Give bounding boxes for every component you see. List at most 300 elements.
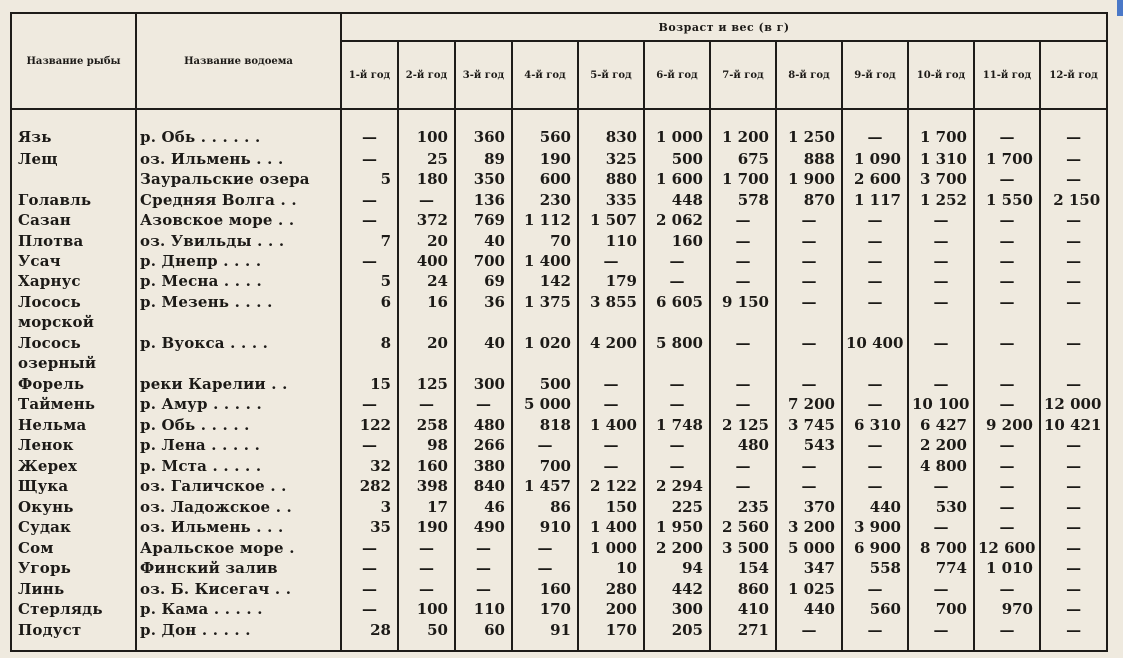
- water-name-cell: р. Мста . . . . .: [136, 456, 341, 476]
- weight-cell-age-4: 91: [512, 620, 578, 651]
- weight-cell-age-1: —: [341, 211, 398, 231]
- weight-cell-age-2: 24: [398, 272, 455, 292]
- weight-cell-age-7: 860: [710, 579, 776, 599]
- weight-cell-age-7: 578: [710, 190, 776, 210]
- weight-cell-age-12: —: [1040, 620, 1107, 651]
- weight-cell-age-2: 125: [398, 374, 455, 394]
- fish-name-cell: озерный: [11, 354, 136, 374]
- water-name-cell: Зауральские озера: [136, 170, 341, 190]
- weight-cell-age-2: 16: [398, 293, 455, 313]
- weight-cell-age-3: —: [455, 579, 512, 599]
- weight-cell-age-11: —: [974, 579, 1040, 599]
- weight-cell-age-6: 1 000: [644, 109, 710, 149]
- weight-cell-age-1: —: [341, 395, 398, 415]
- weight-cell-age-1: —: [341, 579, 398, 599]
- weight-cell-age-3: 480: [455, 415, 512, 435]
- header-age-6: 6-й год: [644, 41, 710, 109]
- weight-cell-age-7: 3 500: [710, 538, 776, 558]
- weight-cell-age-1: —: [341, 436, 398, 456]
- weight-cell-age-10: 4 800: [908, 456, 974, 476]
- weight-cell-age-1: 5: [341, 272, 398, 292]
- weight-cell-age-6: 500: [644, 149, 710, 169]
- weight-cell-age-8: —: [776, 333, 842, 353]
- table-row: [11, 272, 1107, 292]
- water-name-cell: Финский залив: [136, 559, 341, 579]
- weight-cell-age-12: —: [1040, 559, 1107, 579]
- water-name-cell: р. Вуокса . . . .: [136, 333, 341, 353]
- table-row: [11, 313, 1107, 333]
- weight-cell-age-3: 769: [455, 211, 512, 231]
- water-name-cell: р. Дон . . . . .: [136, 620, 341, 651]
- weight-cell-age-12: —: [1040, 538, 1107, 558]
- water-name-cell: оз. Галичское . .: [136, 477, 341, 497]
- weight-cell-age-3: 136: [455, 190, 512, 210]
- weight-cell-age-9: —: [842, 272, 908, 292]
- header-age-1: 1-й год: [341, 41, 398, 109]
- table-row: [11, 518, 1107, 538]
- weight-cell-age-6: 2 294: [644, 477, 710, 497]
- weight-cell-age-4: 170: [512, 600, 578, 620]
- weight-cell-age-4: 86: [512, 497, 578, 517]
- weight-cell-age-12: —: [1040, 477, 1107, 497]
- fish-name-cell: Лосось: [11, 333, 136, 353]
- weight-cell-age-12: —: [1040, 456, 1107, 476]
- weight-cell-age-9: 1 117: [842, 190, 908, 210]
- weight-cell-age-4: 1 112: [512, 211, 578, 231]
- table-row: [11, 620, 1107, 651]
- weight-cell-age-11: [974, 313, 1040, 333]
- fish-name-cell: Голавль: [11, 190, 136, 210]
- weight-cell-age-8: [776, 313, 842, 333]
- fish-name-cell: Угорь: [11, 559, 136, 579]
- fish-name-cell: Язь: [11, 109, 136, 149]
- weight-cell-age-6: 2 062: [644, 211, 710, 231]
- weight-cell-age-11: —: [974, 518, 1040, 538]
- weight-cell-age-9: [842, 354, 908, 374]
- weight-cell-age-6: 1 600: [644, 170, 710, 190]
- weight-cell-age-1: 5: [341, 170, 398, 190]
- fish-name-cell: [11, 170, 136, 190]
- weight-cell-age-12: —: [1040, 252, 1107, 272]
- weight-cell-age-9: 2 600: [842, 170, 908, 190]
- weight-cell-age-2: 372: [398, 211, 455, 231]
- weight-cell-age-11: —: [974, 374, 1040, 394]
- weight-cell-age-5: 110: [578, 231, 644, 251]
- weight-cell-age-10: [908, 313, 974, 333]
- weight-cell-age-3: 110: [455, 600, 512, 620]
- weight-cell-age-2: 160: [398, 456, 455, 476]
- header-age-12: 12-й год: [1040, 41, 1107, 109]
- weight-cell-age-11: [974, 354, 1040, 374]
- weight-cell-age-7: [710, 354, 776, 374]
- table-row: [11, 456, 1107, 476]
- weight-cell-age-2: 100: [398, 109, 455, 149]
- weight-cell-age-6: —: [644, 374, 710, 394]
- weight-cell-age-8: 1 025: [776, 579, 842, 599]
- weight-cell-age-8: 1 250: [776, 109, 842, 149]
- header-age-10: 10-й год: [908, 41, 974, 109]
- weight-cell-age-8: 3 200: [776, 518, 842, 538]
- weight-cell-age-11: —: [974, 620, 1040, 651]
- fish-name-cell: Харнус: [11, 272, 136, 292]
- fish-name-cell: Стерлядь: [11, 600, 136, 620]
- weight-cell-age-5: 10: [578, 559, 644, 579]
- weight-cell-age-5: —: [578, 436, 644, 456]
- weight-cell-age-12: —: [1040, 497, 1107, 517]
- weight-cell-age-3: —: [455, 538, 512, 558]
- weight-cell-age-2: 50: [398, 620, 455, 651]
- water-name-cell: р. Мезень . . . .: [136, 293, 341, 313]
- weight-cell-age-3: [455, 354, 512, 374]
- fish-name-cell: Нельма: [11, 415, 136, 435]
- weight-cell-age-9: 6 310: [842, 415, 908, 435]
- weight-cell-age-2: —: [398, 190, 455, 210]
- water-name-cell: р. Обь . . . . .: [136, 415, 341, 435]
- header-age-4: 4-й год: [512, 41, 578, 109]
- weight-cell-age-8: —: [776, 477, 842, 497]
- weight-cell-age-2: [398, 354, 455, 374]
- weight-cell-age-7: —: [710, 456, 776, 476]
- weight-cell-age-11: —: [974, 395, 1040, 415]
- weight-cell-age-11: —: [974, 456, 1040, 476]
- weight-cell-age-10: —: [908, 620, 974, 651]
- weight-cell-age-1: 15: [341, 374, 398, 394]
- weight-cell-age-12: —: [1040, 109, 1107, 149]
- weight-cell-age-12: —: [1040, 579, 1107, 599]
- weight-cell-age-12: —: [1040, 170, 1107, 190]
- weight-cell-age-6: 225: [644, 497, 710, 517]
- weight-cell-age-6: 2 200: [644, 538, 710, 558]
- weight-cell-age-12: —: [1040, 149, 1107, 169]
- weight-cell-age-3: [455, 313, 512, 333]
- weight-cell-age-11: —: [974, 477, 1040, 497]
- table-row: [11, 374, 1107, 394]
- weight-cell-age-3: 40: [455, 231, 512, 251]
- weight-cell-age-6: [644, 313, 710, 333]
- weight-cell-age-3: 350: [455, 170, 512, 190]
- water-name-cell: р. Амур . . . . .: [136, 395, 341, 415]
- weight-cell-age-2: 400: [398, 252, 455, 272]
- weight-cell-age-5: 179: [578, 272, 644, 292]
- weight-cell-age-6: 205: [644, 620, 710, 651]
- weight-cell-age-1: [341, 313, 398, 333]
- weight-cell-age-11: 970: [974, 600, 1040, 620]
- table-row: [11, 252, 1107, 272]
- weight-cell-age-2: 20: [398, 231, 455, 251]
- weight-cell-age-7: 675: [710, 149, 776, 169]
- weight-cell-age-6: 1 950: [644, 518, 710, 538]
- weight-cell-age-2: 100: [398, 600, 455, 620]
- weight-cell-age-1: [341, 354, 398, 374]
- weight-cell-age-1: 28: [341, 620, 398, 651]
- weight-cell-age-10: —: [908, 333, 974, 353]
- weight-cell-age-12: —: [1040, 518, 1107, 538]
- weight-cell-age-1: 3: [341, 497, 398, 517]
- weight-cell-age-8: 370: [776, 497, 842, 517]
- table-row: [11, 395, 1107, 415]
- weight-cell-age-11: —: [974, 333, 1040, 353]
- weight-cell-age-4: 700: [512, 456, 578, 476]
- weight-cell-age-9: —: [842, 477, 908, 497]
- weight-cell-age-2: 17: [398, 497, 455, 517]
- water-name-cell: р. Кама . . . . .: [136, 600, 341, 620]
- weight-cell-age-1: 7: [341, 231, 398, 251]
- weight-cell-age-11: 9 200: [974, 415, 1040, 435]
- weight-cell-age-3: 300: [455, 374, 512, 394]
- weight-cell-age-3: 700: [455, 252, 512, 272]
- weight-cell-age-5: 1 000: [578, 538, 644, 558]
- table-row: [11, 211, 1107, 231]
- weight-cell-age-2: 98: [398, 436, 455, 456]
- table-row: [11, 477, 1107, 497]
- water-name-cell: Азовское море . .: [136, 211, 341, 231]
- fish-name-cell: Плотва: [11, 231, 136, 251]
- header-age-3: 3-й год: [455, 41, 512, 109]
- weight-cell-age-1: 282: [341, 477, 398, 497]
- weight-cell-age-6: 160: [644, 231, 710, 251]
- weight-cell-age-3: 60: [455, 620, 512, 651]
- weight-cell-age-7: 410: [710, 600, 776, 620]
- fish-name-cell: Щука: [11, 477, 136, 497]
- weight-cell-age-9: [842, 313, 908, 333]
- weight-cell-age-7: 235: [710, 497, 776, 517]
- table-row: [11, 559, 1107, 579]
- weight-cell-age-2: 190: [398, 518, 455, 538]
- weight-cell-age-11: 12 600: [974, 538, 1040, 558]
- weight-cell-age-5: 1 400: [578, 415, 644, 435]
- weight-cell-age-10: 1 700: [908, 109, 974, 149]
- weight-cell-age-4: 500: [512, 374, 578, 394]
- weight-cell-age-3: 69: [455, 272, 512, 292]
- weight-cell-age-10: —: [908, 231, 974, 251]
- weight-cell-age-10: 8 700: [908, 538, 974, 558]
- weight-cell-age-3: 490: [455, 518, 512, 538]
- weight-cell-age-9: —: [842, 211, 908, 231]
- weight-cell-age-11: —: [974, 252, 1040, 272]
- weight-cell-age-12: 12 000: [1040, 395, 1107, 415]
- weight-cell-age-3: —: [455, 559, 512, 579]
- weight-cell-age-9: 1 090: [842, 149, 908, 169]
- weight-cell-age-8: —: [776, 272, 842, 292]
- weight-cell-age-10: 3 700: [908, 170, 974, 190]
- weight-cell-age-5: 1 507: [578, 211, 644, 231]
- weight-cell-age-7: —: [710, 272, 776, 292]
- weight-cell-age-10: —: [908, 477, 974, 497]
- weight-cell-age-11: —: [974, 231, 1040, 251]
- weight-cell-age-7: —: [710, 477, 776, 497]
- weight-cell-age-10: —: [908, 374, 974, 394]
- weight-cell-age-6: 5 800: [644, 333, 710, 353]
- weight-cell-age-4: [512, 313, 578, 333]
- weight-cell-age-7: 9 150: [710, 293, 776, 313]
- weight-cell-age-3: —: [455, 395, 512, 415]
- weight-cell-age-12: [1040, 354, 1107, 374]
- table-row: [11, 149, 1107, 169]
- weight-cell-age-4: 1 457: [512, 477, 578, 497]
- weight-cell-age-3: 266: [455, 436, 512, 456]
- weight-cell-age-3: 360: [455, 109, 512, 149]
- fish-name-cell: Ленок: [11, 436, 136, 456]
- fish-name-cell: Подуст: [11, 620, 136, 651]
- weight-cell-age-7: —: [710, 252, 776, 272]
- weight-cell-age-7: 2 125: [710, 415, 776, 435]
- weight-cell-age-6: —: [644, 272, 710, 292]
- weight-cell-age-5: 2 122: [578, 477, 644, 497]
- weight-cell-age-11: —: [974, 436, 1040, 456]
- weight-cell-age-2: 20: [398, 333, 455, 353]
- weight-cell-age-4: 190: [512, 149, 578, 169]
- weight-cell-age-4: 1 020: [512, 333, 578, 353]
- weight-cell-age-2: 258: [398, 415, 455, 435]
- weight-cell-age-4: 560: [512, 109, 578, 149]
- weight-cell-age-5: 150: [578, 497, 644, 517]
- weight-cell-age-5: 1 400: [578, 518, 644, 538]
- weight-cell-age-10: —: [908, 211, 974, 231]
- water-name-cell: р. Месна . . . .: [136, 272, 341, 292]
- weight-cell-age-8: —: [776, 293, 842, 313]
- weight-cell-age-9: —: [842, 293, 908, 313]
- weight-cell-age-4: 600: [512, 170, 578, 190]
- weight-cell-age-5: 830: [578, 109, 644, 149]
- fish-name-cell: Лещ: [11, 149, 136, 169]
- weight-cell-age-4: 142: [512, 272, 578, 292]
- weight-cell-age-2: —: [398, 579, 455, 599]
- weight-cell-age-3: 40: [455, 333, 512, 353]
- header-age-8: 8-й год: [776, 41, 842, 109]
- weight-cell-age-1: —: [341, 252, 398, 272]
- weight-cell-age-8: —: [776, 252, 842, 272]
- weight-cell-age-7: [710, 313, 776, 333]
- weight-cell-age-1: 122: [341, 415, 398, 435]
- weight-cell-age-1: 35: [341, 518, 398, 538]
- weight-cell-age-4: —: [512, 538, 578, 558]
- fish-name-cell: Сазан: [11, 211, 136, 231]
- weight-cell-age-8: 543: [776, 436, 842, 456]
- weight-cell-age-12: 2 150: [1040, 190, 1107, 210]
- weight-cell-age-8: —: [776, 231, 842, 251]
- weight-cell-age-8: 3 745: [776, 415, 842, 435]
- weight-cell-age-8: 440: [776, 600, 842, 620]
- weight-cell-age-7: 271: [710, 620, 776, 651]
- weight-cell-age-5: 170: [578, 620, 644, 651]
- weight-cell-age-11: 1 010: [974, 559, 1040, 579]
- weight-cell-age-5: 3 855: [578, 293, 644, 313]
- weight-cell-age-9: 558: [842, 559, 908, 579]
- fish-name-cell: Форель: [11, 374, 136, 394]
- weight-cell-age-9: —: [842, 620, 908, 651]
- header-water-name: Название водоема: [136, 13, 341, 109]
- fish-name-cell: Линь: [11, 579, 136, 599]
- weight-cell-age-12: [1040, 313, 1107, 333]
- weight-cell-age-9: —: [842, 252, 908, 272]
- weight-cell-age-9: —: [842, 456, 908, 476]
- weight-cell-age-10: —: [908, 272, 974, 292]
- table-row: [11, 293, 1107, 313]
- weight-cell-age-1: —: [341, 600, 398, 620]
- weight-cell-age-12: —: [1040, 600, 1107, 620]
- weight-cell-age-10: —: [908, 579, 974, 599]
- weight-cell-age-9: —: [842, 579, 908, 599]
- water-name-cell: оз. Увильды . . .: [136, 231, 341, 251]
- header-age-5: 5-й год: [578, 41, 644, 109]
- weight-cell-age-11: 1 550: [974, 190, 1040, 210]
- weight-cell-age-6: 1 748: [644, 415, 710, 435]
- header-fish-name: Название рыбы: [11, 13, 136, 109]
- weight-cell-age-12: —: [1040, 231, 1107, 251]
- weight-cell-age-5: —: [578, 456, 644, 476]
- weight-cell-age-5: 880: [578, 170, 644, 190]
- weight-cell-age-9: 10 400: [842, 333, 908, 353]
- fish-name-cell: Лосось: [11, 293, 136, 313]
- weight-cell-age-8: 7 200: [776, 395, 842, 415]
- table-row: [11, 231, 1107, 251]
- edge-marker: [1117, 0, 1123, 16]
- weight-cell-age-9: —: [842, 395, 908, 415]
- weight-cell-age-4: 230: [512, 190, 578, 210]
- table-row: [11, 579, 1107, 599]
- weight-cell-age-12: —: [1040, 374, 1107, 394]
- table-row: [11, 354, 1107, 374]
- weight-cell-age-5: [578, 313, 644, 333]
- weight-cell-age-9: —: [842, 436, 908, 456]
- weight-cell-age-3: 380: [455, 456, 512, 476]
- fish-name-cell: морской: [11, 313, 136, 333]
- table-row: [11, 415, 1107, 435]
- weight-cell-age-10: 774: [908, 559, 974, 579]
- weight-cell-age-6: —: [644, 395, 710, 415]
- weight-cell-age-4: 1 400: [512, 252, 578, 272]
- weight-cell-age-9: 6 900: [842, 538, 908, 558]
- weight-cell-age-5: 4 200: [578, 333, 644, 353]
- weight-cell-age-9: 3 900: [842, 518, 908, 538]
- header-age-weight: Возраст и вес (в г): [341, 13, 1107, 41]
- table-row: [11, 600, 1107, 620]
- weight-cell-age-8: —: [776, 620, 842, 651]
- weight-cell-age-7: 480: [710, 436, 776, 456]
- weight-cell-age-4: 818: [512, 415, 578, 435]
- weight-cell-age-6: 442: [644, 579, 710, 599]
- weight-cell-age-9: —: [842, 231, 908, 251]
- weight-cell-age-4: 160: [512, 579, 578, 599]
- weight-cell-age-4: [512, 354, 578, 374]
- weight-cell-age-8: 5 000: [776, 538, 842, 558]
- weight-cell-age-9: 440: [842, 497, 908, 517]
- weight-cell-age-12: 10 421: [1040, 415, 1107, 435]
- weight-cell-age-5: 325: [578, 149, 644, 169]
- weight-cell-age-9: —: [842, 109, 908, 149]
- weight-cell-age-8: 347: [776, 559, 842, 579]
- weight-cell-age-8: —: [776, 211, 842, 231]
- weight-cell-age-12: —: [1040, 211, 1107, 231]
- water-name-cell: р. Обь . . . . . .: [136, 109, 341, 149]
- weight-cell-age-11: —: [974, 272, 1040, 292]
- weight-cell-age-3: 89: [455, 149, 512, 169]
- weight-cell-age-12: —: [1040, 436, 1107, 456]
- fish-name-cell: Сом: [11, 538, 136, 558]
- weight-cell-age-2: —: [398, 395, 455, 415]
- header-age-7: 7-й год: [710, 41, 776, 109]
- weight-cell-age-12: —: [1040, 293, 1107, 313]
- weight-cell-age-10: —: [908, 252, 974, 272]
- table-row: [11, 109, 1107, 149]
- weight-cell-age-11: —: [974, 170, 1040, 190]
- weight-cell-age-12: —: [1040, 272, 1107, 292]
- weight-cell-age-5: —: [578, 395, 644, 415]
- weight-cell-age-3: 840: [455, 477, 512, 497]
- weight-cell-age-7: 1 200: [710, 109, 776, 149]
- weight-cell-age-10: [908, 354, 974, 374]
- weight-cell-age-7: 1 700: [710, 170, 776, 190]
